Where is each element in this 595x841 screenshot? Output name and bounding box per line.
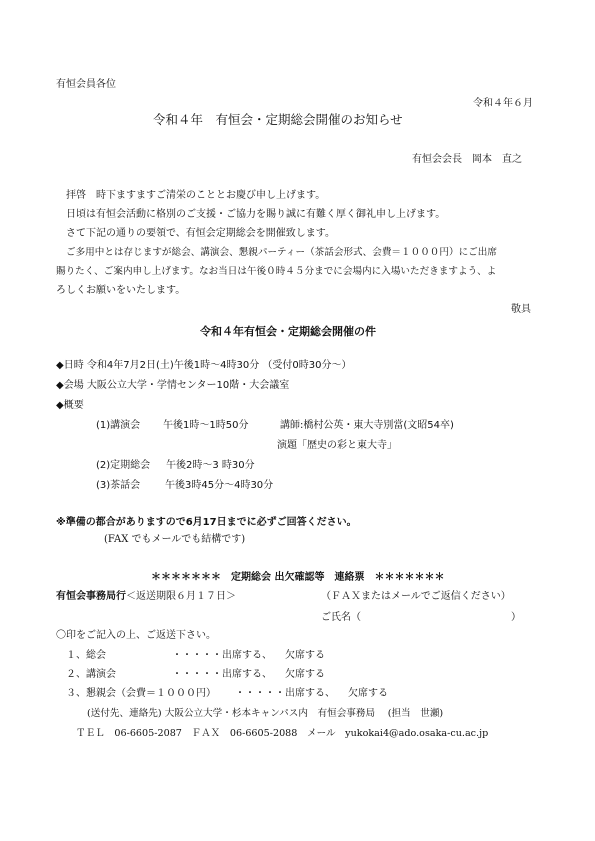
attendance-row-present[interactable]: ・・・・・出席する、 (172, 669, 272, 680)
program-item-time: 午後3時45分～4時30分 (165, 480, 274, 491)
reply-method-note: (FAX でもメールでも結構です) (104, 534, 246, 545)
attendance-row-absent[interactable]: 欠席する (348, 688, 388, 699)
form-deadline: ＜返送期限６月１７日＞ (126, 591, 236, 602)
name-label[interactable]: ご氏名（ (321, 612, 361, 623)
paragraph-intro: さて下記の通りの要領で、有恒会定期総会を開催致します。 (66, 228, 335, 239)
attendance-row-present[interactable]: ・・・・・出席する、 (235, 688, 335, 699)
attendance-row-label: ２、講演会 (66, 669, 116, 680)
attendance-row-label: ３、懇親会（会費＝１０００円） (66, 688, 216, 699)
attendance-row-absent[interactable]: 欠席する (285, 650, 325, 661)
page-title: 令和４年 有恒会・定期総会開催のお知らせ (153, 112, 403, 127)
attendance-row-absent[interactable]: 欠席する (285, 669, 325, 680)
event-overview: ◆概要 (56, 400, 84, 411)
form-to: 有恒会事務局行 (56, 591, 126, 602)
name-close: ） (511, 612, 521, 623)
sender: 有恒会会長 岡本 直之 (412, 154, 522, 165)
greeting: 拝啓 時下ますますご清栄のこととお慶び申し上げます。 (66, 190, 326, 201)
program-item-time: 午後1時～1時50分 (163, 420, 249, 431)
paragraph-invite-line3: ろしくお願いをいたします。 (56, 285, 186, 296)
paragraph-invite-line1: ご多用中とは存じますが総会、講演会、懇親パーティー（茶話会形式、会費＝１０００円）にご出席 (66, 247, 497, 258)
event-heading: 令和４年有恒会・定期総会開催の件 (200, 325, 376, 338)
paragraph-thanks: 日頃は有恒会活動に格別のご支援・ご協力を賜り誠に有難く厚く御礼申し上げます。 (66, 209, 446, 220)
program-item-label: (3)茶話会 (96, 480, 141, 491)
paragraph-invite-line2: 賜りたく、ご案内申し上げます。なお当日は午後０時４５分までに会場内に入場いただきますよう、よ (56, 266, 497, 277)
program-item-detail: 講師:橋村公英・東大寺別當(文昭54卒) (280, 420, 454, 431)
attendance-row-present[interactable]: ・・・・・出席する、 (172, 650, 272, 661)
event-venue: ◆会場 大阪公立大学・学情センター10階・大会議室 (56, 380, 290, 391)
program-item-time: 午後2時～3 時30分 (166, 460, 255, 471)
event-datetime: ◆日時 令和4年7月2日(土)午後1時～4時30分 （受付0時30分～） (56, 360, 352, 371)
program-item-label: (1)講演会 (96, 420, 141, 431)
form-instruction: 〇印をご記入の上、ご返送下さい。 (56, 630, 216, 641)
reply-note: （ＦＡＸまたはメールでご返信ください） (321, 591, 511, 602)
reply-deadline-notice: ※準備の都合がありますので6月17日までに必ずご回答ください。 (56, 517, 357, 528)
form-heading: ＊＊＊＊＊＊＊ 定期総会 出欠確認等 連絡票 ＊＊＊＊＊＊＊ (151, 572, 445, 583)
attendance-row-label: １、総会 (66, 650, 106, 661)
program-item-label: (2)定期総会 (96, 460, 151, 471)
return-address: (送付先、連絡先) 大阪公立大学・杉本キャンパス内 有恒会事務局 (担当 世瀬) (87, 708, 444, 719)
closing: 敬具 (511, 304, 531, 315)
program-item-detail: 演題「歴史の彩と東大寺」 (277, 440, 397, 451)
contact-info: ＴＥＬ 06-6605-2087 ＦＡＸ 06-6605-2088 メール yukokai4@ado.osaka-cu.ac.jp (76, 728, 489, 739)
form-recipient-line (56, 590, 236, 603)
recipient: 有恒会員各位 (56, 79, 116, 90)
date: 令和４年６月 (473, 98, 533, 109)
